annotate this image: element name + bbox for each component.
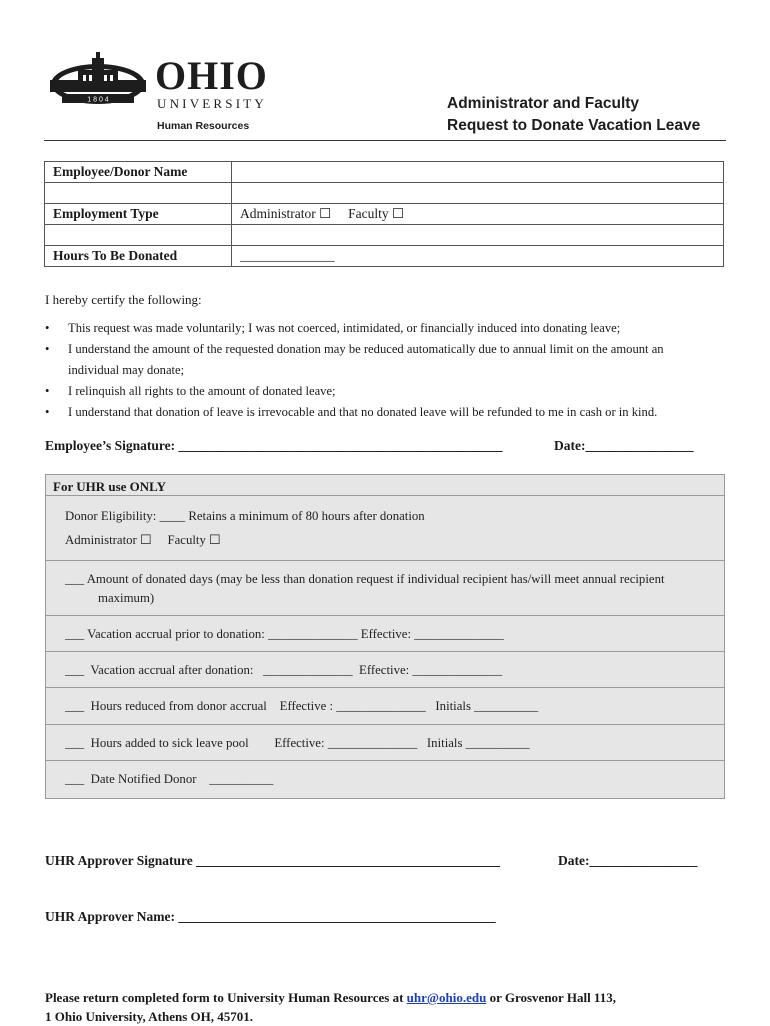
list-item (45, 318, 715, 339)
bullet-icon: • (45, 321, 50, 335)
certify-statement: This request was made voluntarily; I was not coerced, intimidated, or financially induced into donating leave; (68, 321, 621, 335)
return-text: Please return completed form to University Human Resources at (45, 990, 407, 1005)
logo-wordmark: OHIO (155, 53, 268, 98)
accrual-prior-field[interactable]: ___ Vacation accrual prior to donation: ______________ Effective: ______________ (65, 627, 504, 641)
return-location: or Grosvenor Hall 113, (486, 990, 616, 1005)
approver-signature-field[interactable]: UHR Approver Signature _____________________________________________ (45, 853, 500, 868)
certify-statement: I understand the amount of the requested donation may be reduced automatically due to annual limit on the amount an individual may donate; (68, 342, 664, 377)
divider (46, 760, 724, 761)
return-instructions (45, 988, 725, 1026)
donated-days-continued: maximum) (98, 591, 155, 605)
divider (46, 687, 724, 688)
uhr-heading: For UHR use ONLY (53, 479, 167, 494)
hours-added-field[interactable]: ___ Hours added to sick leave pool Effective: ______________ Initials __________ (65, 736, 530, 750)
employee-date-field[interactable]: Date:________________ (554, 438, 694, 453)
form-title-line1: Administrator and Faculty (447, 95, 640, 112)
donated-days-field[interactable]: ___ Amount of donated days (may be less than donation request if individual recipient has/will meet annual recipient (65, 572, 665, 586)
bullet-icon: • (45, 405, 50, 419)
uhr-use-only-panel (45, 474, 725, 799)
date-notified-field[interactable]: ___ Date Notified Donor __________ (65, 772, 274, 786)
approver-name-field[interactable]: UHR Approver Name: _______________________________________________ (45, 909, 496, 924)
divider (46, 651, 724, 652)
hours-reduced-field[interactable]: ___ Hours reduced from donor accrual Effective : ______________ Initials __________ (65, 699, 539, 713)
certify-list (45, 318, 715, 423)
hours-donated-field[interactable]: ______________ (232, 246, 724, 267)
eligibility-employment-type[interactable]: Administrator ☐ Faculty ☐ (65, 533, 221, 547)
spacer-cell (232, 183, 724, 204)
certify-intro: I hereby certify the following: (45, 292, 202, 307)
logo-department: Human Resources (157, 120, 250, 132)
return-line1 (45, 988, 725, 1007)
divider (46, 560, 724, 561)
donor-eligibility[interactable]: Donor Eligibility: ____ Retains a minimum of 80 hours after donation (65, 509, 425, 523)
accrual-after-field[interactable]: ___ Vacation accrual after donation: ______________ Effective: ______________ (65, 663, 503, 677)
spacer-cell (45, 183, 232, 204)
spacer-cell (45, 225, 232, 246)
employee-signature-field[interactable]: Employee’s Signature: ________________________________________________ (45, 438, 503, 453)
donor-name-label: Employee/Donor Name (45, 162, 232, 183)
hours-donated-label: Hours To Be Donated (45, 246, 232, 267)
seal-year: 1 8 0 4 (87, 96, 109, 104)
form-title-line2: Request to Donate Vacation Leave (447, 117, 701, 134)
bullet-icon: • (45, 342, 50, 356)
header-divider (44, 140, 726, 141)
return-address: 1 Ohio University, Athens OH, 45701. (45, 1009, 254, 1024)
employment-type-label: Employment Type (45, 204, 232, 225)
bullet-icon: • (45, 384, 50, 398)
email-link[interactable]: uhr@ohio.edu (406, 990, 487, 1005)
ohio-university-seal-icon (48, 50, 148, 106)
form-title (447, 93, 700, 137)
employment-type-options[interactable]: Administrator ☐ Faculty ☐ (232, 204, 724, 225)
donor-info-table (44, 161, 724, 267)
list-item (45, 339, 715, 381)
list-item (45, 402, 715, 423)
list-item (45, 381, 715, 402)
logo-university: UNIVERSITY (157, 96, 267, 111)
divider (46, 495, 724, 496)
divider (46, 615, 724, 616)
certify-statement: I relinquish all rights to the amount of donated leave; (68, 384, 336, 398)
certify-statement: I understand that donation of leave is irrevocable and that no donated leave will be refunded to me in cash or in kind. (68, 405, 658, 419)
divider (46, 724, 724, 725)
approver-date-field[interactable]: Date:________________ (558, 853, 698, 868)
spacer-cell (232, 225, 724, 246)
donor-name-field[interactable] (232, 162, 724, 183)
